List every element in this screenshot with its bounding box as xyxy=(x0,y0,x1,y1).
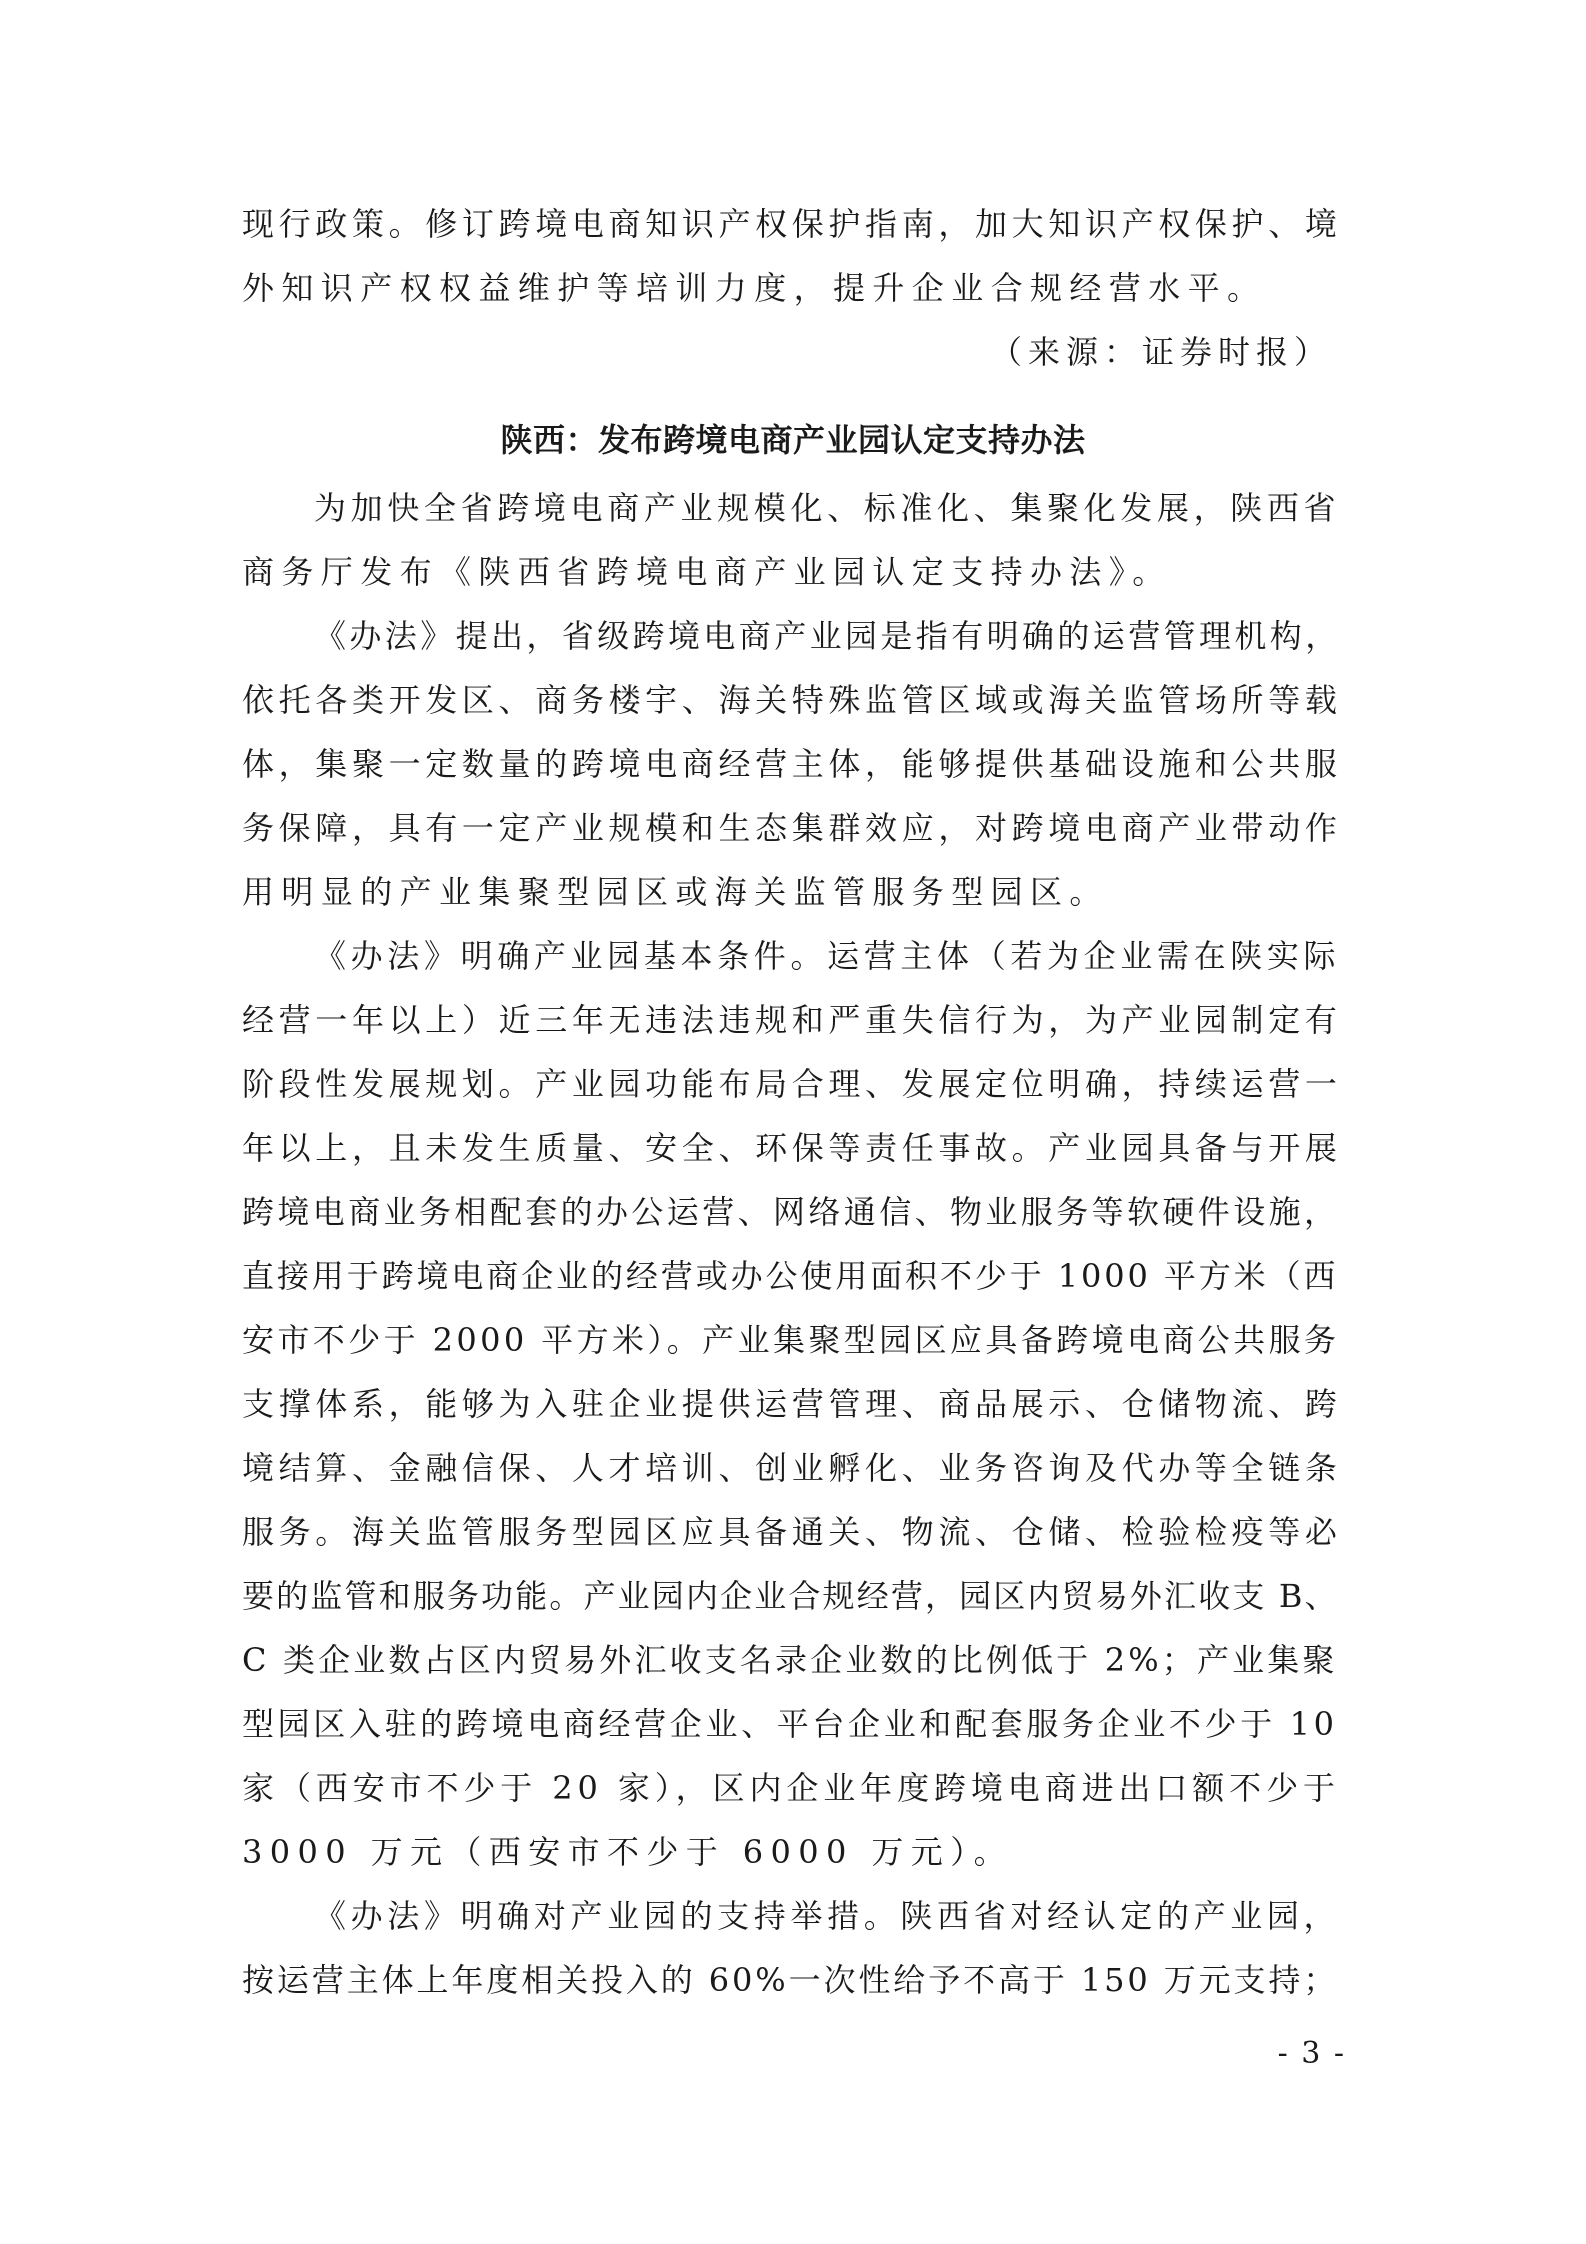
text-line: 外知识产权权益维护等培训力度，提升企业合规经营水平。 xyxy=(242,269,1267,307)
text-line: 型园区入驻的跨境电商经营企业、平台企业和配套服务企业不少于 10 xyxy=(242,1705,1338,1743)
text-line: 经营一年以上）近三年无违法违规和严重失信行为，为产业园制定有 xyxy=(242,1001,1342,1039)
text-line: 《办法》明确产业园基本条件。运营主体（若为企业需在陕实际 xyxy=(314,937,1341,975)
text-line: 现行政策。修订跨境电商知识产权保护指南，加大知识产权保护、境 xyxy=(242,205,1342,243)
text-line: 家（西安市不少于 20 家），区内企业年度跨境电商进出口额不少于 xyxy=(242,1769,1340,1807)
text-line: 阶段性发展规划。产业园功能布局合理、发展定位明确，持续运营一 xyxy=(242,1065,1342,1103)
text-line: C 类企业数占区内贸易外汇收支名录企业数的比例低于 2%；产业集聚 xyxy=(242,1641,1338,1679)
document-body xyxy=(242,192,1344,2012)
text-line: 为加快全省跨境电商产业规模化、标准化、集聚化发展，陕西省 xyxy=(314,489,1341,527)
text-line: 服务。海关监管服务型园区应具备通关、物流、仓储、检验检疫等必 xyxy=(242,1513,1342,1551)
text-line: 用明显的产业集聚型园区或海关监管服务型园区。 xyxy=(242,873,1109,911)
text-line: 依托各类开发区、商务楼宇、海关特殊监管区域或海关监管场所等载 xyxy=(242,681,1342,719)
paragraph-intro xyxy=(242,476,1344,604)
text-line: 支撑体系，能够为入驻企业提供运营管理、商品展示、仓储物流、跨 xyxy=(242,1385,1342,1423)
text-line: 商务厅发布《陕西省跨境电商产业园认定支持办法》。 xyxy=(242,553,1172,591)
paragraph-continued xyxy=(242,192,1344,320)
text-line: 按运营主体上年度相关投入的 60%一次性给予不高于 150 万元支持； xyxy=(242,1961,1339,1999)
page-number: - 3 - xyxy=(1277,2036,1346,2071)
paragraph-support xyxy=(242,1884,1344,2012)
text-line: 《办法》明确对产业园的支持举措。陕西省对经认定的产业园， xyxy=(314,1897,1341,1935)
source-citation: （来源：证券时报） xyxy=(989,333,1332,371)
text-line: 安市不少于 2000 平方米）。产业集聚型园区应具备跨境电商公共服务 xyxy=(242,1321,1340,1359)
text-line: 直接用于跨境电商企业的经营或办公使用面积不少于 1000 平方米（西 xyxy=(242,1257,1339,1295)
text-line: 境结算、金融信保、人才培训、创业孵化、业务咨询及代办等全链条 xyxy=(242,1449,1342,1487)
text-line: 3000 万元（西安市不少于 6000 万元）。 xyxy=(242,1833,1013,1871)
paragraph-conditions xyxy=(242,924,1344,1884)
text-line: 《办法》提出，省级跨境电商产业园是指有明确的运营管理机构， xyxy=(314,617,1341,655)
text-line: 跨境电商业务相配套的办公运营、网络通信、物业服务等软硬件设施， xyxy=(242,1193,1340,1231)
text-line: 体，集聚一定数量的跨境电商经营主体，能够提供基础设施和公共服 xyxy=(242,745,1342,783)
text-line: 务保障，具有一定产业规模和生态集群效应，对跨境电商产业带动作 xyxy=(242,809,1342,847)
paragraph-definition xyxy=(242,604,1344,924)
text-line: 年以上，且未发生质量、安全、环保等责任事故。产业园具备与开展 xyxy=(242,1129,1342,1167)
section-title: 陕西：发布跨境电商产业园认定支持办法 xyxy=(500,421,1086,459)
text-line: 要的监管和服务功能。产业园内企业合规经营，园区内贸易外汇收支 B、 xyxy=(242,1577,1339,1615)
